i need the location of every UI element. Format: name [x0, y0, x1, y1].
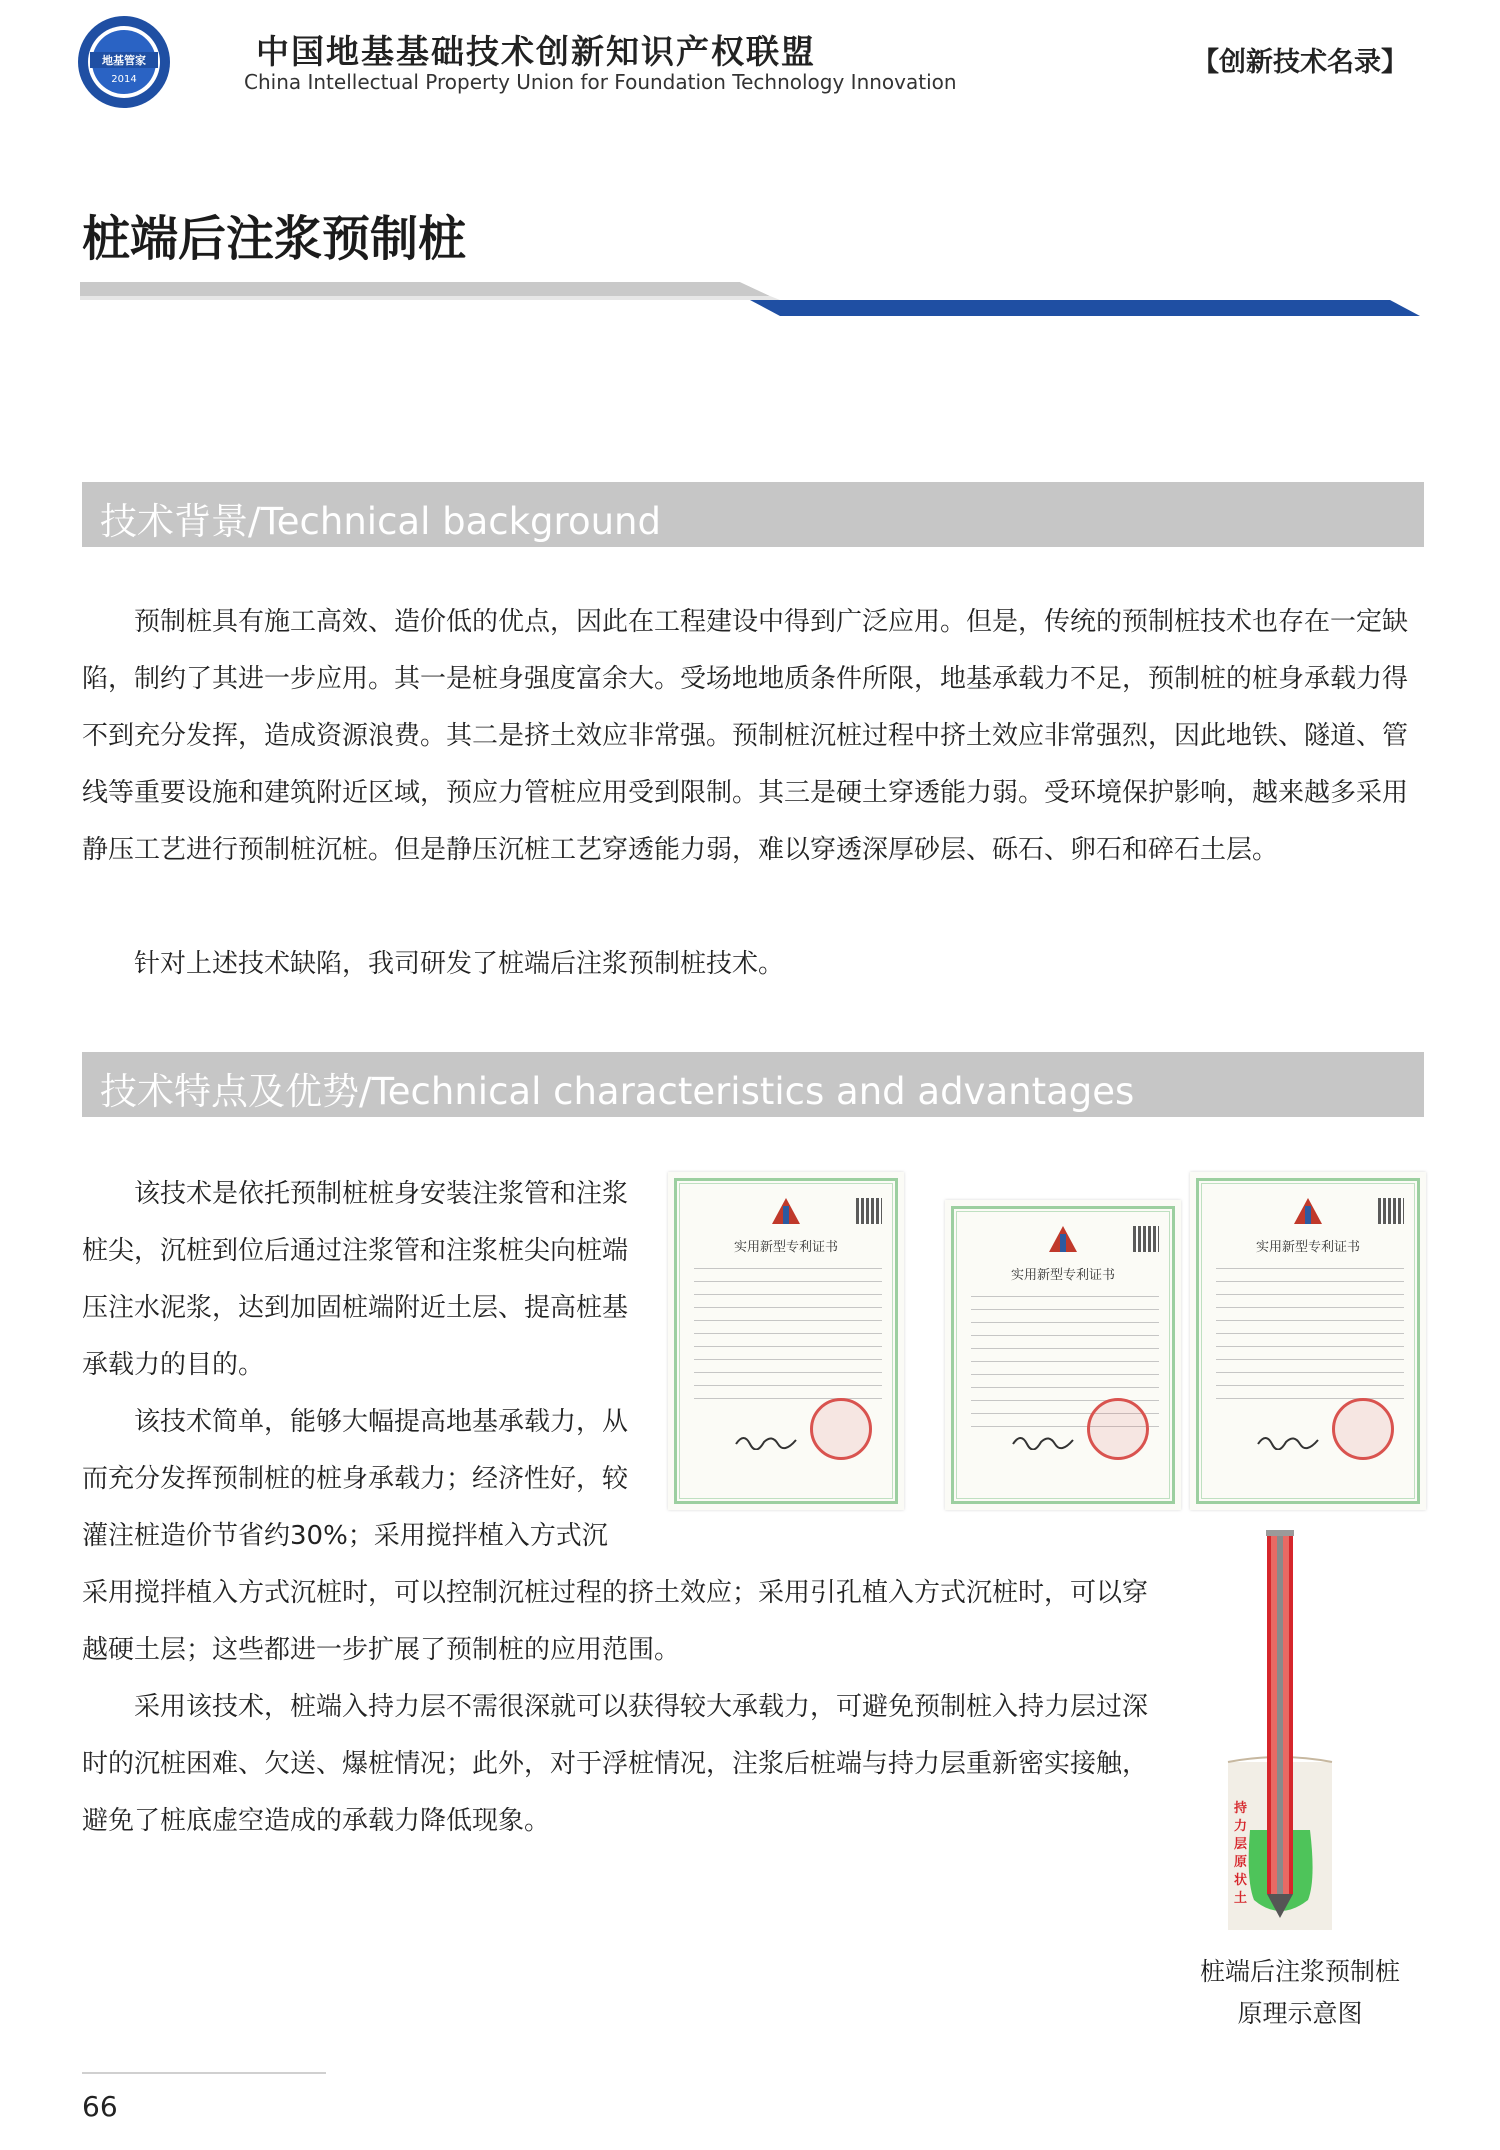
page-title: 桩端后注浆预制桩 — [82, 211, 467, 267]
paragraph: 针对上述技术缺陷，我司研发了桩端后注浆预制桩技术。 — [134, 949, 785, 979]
official-seal-icon — [810, 1398, 872, 1460]
certificate-title: 实用新型专利证书 — [1010, 1268, 1115, 1283]
org-name-en: China Intellectual Property Union for Foundation Technology Innovation — [244, 70, 957, 94]
section-heading-background — [82, 482, 1424, 547]
signature-icon — [1011, 1430, 1075, 1450]
org-name-cn: 中国地基基础技术创新知识产权联盟 — [256, 32, 816, 71]
signature-icon — [1256, 1430, 1320, 1450]
soil-layer-label: 持力层 原状土 — [1234, 1801, 1248, 1906]
qr-code-icon — [1133, 1226, 1159, 1252]
union-logo — [76, 14, 172, 110]
paragraph: 采用该技术，桩端入持力层不需很深就可以获得较大承载力，可避免预制桩入持力层过深时的沉桩困难、欠送、爆桩情况；此外，对于浮桩情况，注浆后桩端与持力层重新密实接触，避免了桩底虚空造成的承载力降低现象。 — [82, 1692, 1149, 1836]
official-seal-icon — [1332, 1398, 1394, 1460]
footer-divider — [82, 2072, 326, 2074]
section-heading-text: 技术特点及优势/Technical characteristics and advantages — [100, 1070, 1135, 1113]
patent-certificate — [668, 1172, 904, 1510]
logo-year: 2014 — [111, 74, 137, 85]
certificate-title: 实用新型专利证书 — [1255, 1240, 1360, 1255]
paragraph: 预制桩具有施工高效、造价低的优点，因此在工程建设中得到广泛应用。但是，传统的预制桩技术也存在一定缺陷，制约了其进一步应用。其一是桩身强度富余大。受场地地质条件所限，地基承载力不足，预制桩的桩身承载力得不到充分发挥，造成资源浪费。其二是挤土效应非常强。预制桩沉桩过程中挤土效应非常强烈，因此地铁、隧道、管线等重要设施和建筑附近区域，预应力管桩应用受到限制。其三是硬土穿透能力弱。受环境保护影响，越来越多采用静压工艺进行预制桩沉桩。但是静压沉桩工艺穿透能力弱，难以穿透深厚砂层、砾石、卵石和碎石土层。 — [82, 607, 1409, 865]
page-number: 66 — [82, 2090, 118, 2123]
patent-certificate — [945, 1200, 1181, 1510]
paragraph: 该技术简单，能够大幅提高地基承载力，从而充分发挥预制桩的桩身承载力；经济性好，较灌注桩造价节省约30%；采用搅拌植入方式沉 — [82, 1407, 629, 1551]
cnipa-logo-icon — [772, 1198, 800, 1224]
paragraph-continuation: 采用搅拌植入方式沉桩时，可以控制沉桩过程的挤土效应；采用引孔植入方式沉桩时，可以穿越硬土层；这些都进一步扩展了预制桩的应用范围。 — [82, 1578, 1149, 1665]
qr-code-icon — [856, 1198, 882, 1224]
qr-code-icon — [1378, 1198, 1404, 1224]
pile-schematic — [1220, 1530, 1340, 1930]
schematic-caption-line2: 原理示意图 — [1237, 1999, 1363, 2028]
section-heading-features — [82, 1052, 1424, 1117]
section-heading-text: 技术背景/Technical background — [100, 500, 661, 543]
signature-icon — [734, 1430, 798, 1450]
catalog-tag: 【创新技术名录】 — [1192, 47, 1408, 78]
official-seal-icon — [1087, 1398, 1149, 1460]
schematic-caption-line1: 桩端后注浆预制桩 — [1199, 1957, 1400, 1986]
logo-center-text: 地基管家 — [102, 54, 146, 67]
cnipa-logo-icon — [1049, 1226, 1077, 1252]
cnipa-logo-icon — [1294, 1198, 1322, 1224]
paragraph: 该技术是依托预制桩桩身安装注浆管和注浆桩尖，沉桩到位后通过注浆管和注浆桩尖向桩端压注水泥浆，达到加固桩端附近土层、提高桩基承载力的目的。 — [82, 1179, 629, 1380]
title-divider — [80, 282, 1420, 316]
patent-certificate — [1190, 1172, 1426, 1510]
certificate-title: 实用新型专利证书 — [733, 1240, 838, 1255]
